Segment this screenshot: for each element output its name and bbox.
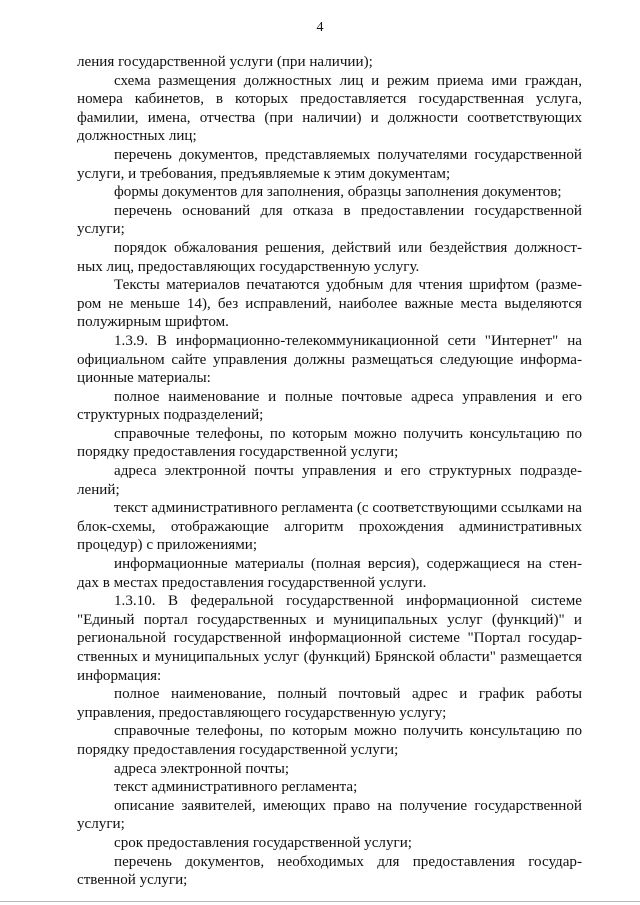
paragraph: полное наименование и полные почтовые адреса управления и его структурных подразделений; xyxy=(77,388,582,424)
paragraph: полное наименование, полный почтовый адрес и график работы управления, предоставляющего государственную услугу; xyxy=(77,686,582,721)
paragraph: текст административного регламента; xyxy=(114,779,358,796)
paragraph: описание заявителей, имеющих право на получение государственной услуги; xyxy=(77,797,582,833)
paragraph: 1.3.9. В информационно-телекоммуникационной сети "Интернет" на официальном сайте управления должны размещаться следующие информа-ционные материалы: xyxy=(77,332,582,387)
paragraph: ления государственной услуги (при наличии); xyxy=(77,54,373,70)
paragraph: 1.3.10. В федеральной государственной информационной системе "Единый портал государственных и муниципальных услуг (функций)" и региональной государственной информационной системе "Портал государ-ственных и муниципальных услуг (функций) Брянской области" размещается информация: xyxy=(77,593,582,684)
paragraph: текст административного регламента (с соответствующими ссылками на блок-схемы, отображающие алгоритм прохождения административных процедур) с приложениями; xyxy=(77,500,582,554)
paragraph: перечень документов, представляемых получателями государственной услуги, и требования, предъявляемые к этим документам; xyxy=(77,146,582,182)
paragraph: перечень документов, необходимых для предоставления государ-ственной услуги; xyxy=(77,853,582,889)
paragraph: адреса электронной почты; xyxy=(114,760,290,777)
paragraph: схема размещения должностных лиц и режим приема ими граждан, номера кабинетов, в которых предоставляется государственная услуга, фамилии, имена, отчества (при наличии) и должности соответствующих должностных лиц; xyxy=(77,72,582,145)
page-number: 4 xyxy=(316,20,324,35)
paragraph: справочные телефоны, по которым можно получить консультацию по порядку предоставления государственной услуги; xyxy=(77,425,582,461)
paragraph: формы документов для заполнения, образцы заполнения документов; xyxy=(114,184,562,201)
paragraph: перечень оснований для отказа в предоставлении государственной услуги; xyxy=(77,202,582,238)
paragraph: адреса электронной почты управления и его структурных подразде-лений; xyxy=(77,463,582,498)
paragraph: справочные телефоны, по которым можно получить консультацию по порядку предоставления государственной услуги; xyxy=(77,723,582,758)
paragraph: порядок обжалования решения, действий или бездействия должност-ных лиц, предоставляющих государственную услугу. xyxy=(77,239,582,275)
document-body xyxy=(77,53,582,890)
paragraph: Тексты материалов печатаются удобным для чтения шрифтом (разме-ром не меньше 14), без исправлений, наиболее важные места выделяются полужирным шрифтом. xyxy=(77,277,582,331)
paragraph: информационные материалы (полная версия), содержащиеся на стен-дах в местах предоставления государственной услуги. xyxy=(77,556,582,591)
paragraph: срок предоставления государственной услуги; xyxy=(114,834,412,851)
scan-edge-line xyxy=(0,901,640,902)
